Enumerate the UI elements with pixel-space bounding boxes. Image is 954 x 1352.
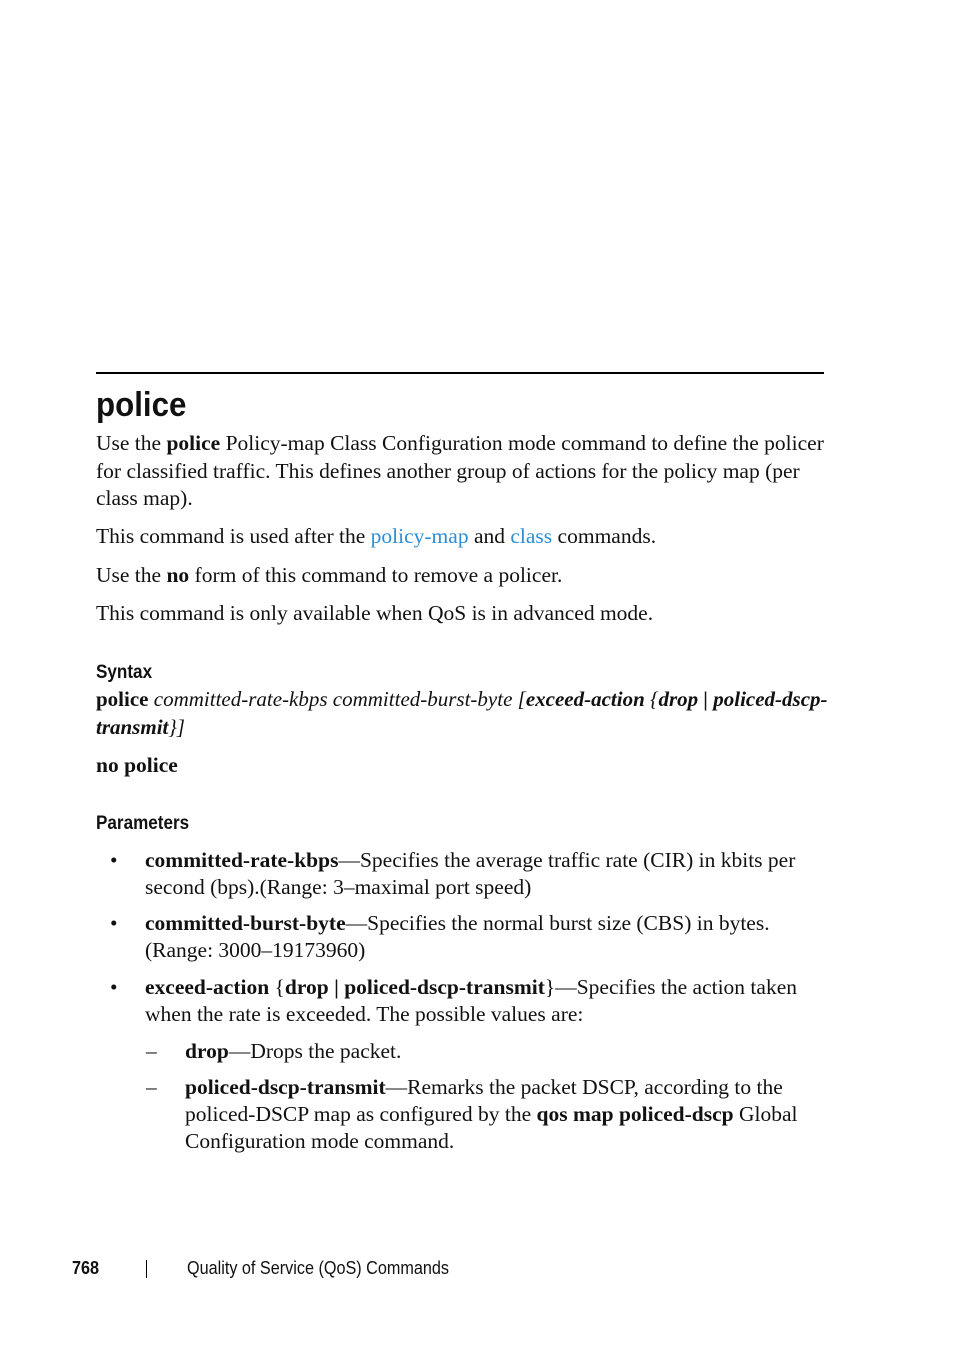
value-name: policed-dscp-transmit: [185, 1075, 386, 1099]
text: form of this command to remove a policer.: [189, 563, 563, 587]
parameter-item: [145, 910, 835, 964]
parameter-separator: |: [328, 975, 345, 999]
bullet-icon: •: [110, 848, 118, 872]
command-name: police: [96, 687, 149, 711]
value-name: drop: [185, 1039, 229, 1063]
value-description: —Drops the packet.: [228, 1039, 402, 1063]
syntax-separator: |: [698, 687, 714, 711]
no-police-command: no police: [96, 753, 178, 777]
text: This command is used after the: [96, 524, 371, 548]
intro-paragraph-4: This command is only available when QoS is in advanced mode.: [96, 601, 654, 625]
syntax-brace: }]: [168, 714, 185, 739]
parameter-option: policed-dscp-transmit: [344, 975, 545, 999]
intro-paragraph-3: [96, 562, 831, 590]
text: and: [468, 524, 511, 548]
text: Policy-map Class Configuration mode command to define the policer for classified traffic. This defines another group of actions for the policy map (per class map).: [96, 431, 824, 510]
syntax-line-2: [96, 752, 831, 780]
syntax-heading: Syntax: [96, 662, 153, 683]
parameter-option: drop: [284, 975, 329, 999]
parameter-name: exceed-action: [145, 975, 270, 999]
parameter-item: [145, 847, 835, 901]
syntax-args: committed-rate-kbps committed-burst-byte [: [153, 687, 526, 711]
parameters-heading: Parameters: [96, 813, 190, 834]
text: Use the: [96, 563, 167, 587]
bullet-icon: •: [110, 911, 118, 935]
dash-icon: –: [146, 1039, 157, 1063]
intro-paragraph-2: [96, 523, 831, 551]
parameter-subitem: [185, 1074, 835, 1155]
parameter-subitem: [185, 1038, 835, 1065]
footer-section-title: Quality of Service (QoS) Commands: [187, 1258, 449, 1278]
syntax-keyword: policed-dscp-transmit: [96, 687, 828, 739]
syntax-keyword: drop: [658, 687, 699, 711]
page-number: 768: [72, 1258, 100, 1278]
page-title: police: [96, 386, 187, 424]
syntax-keyword: exceed-action: [525, 687, 645, 711]
parameter-description: —Specifies the action taken when the rate is exceeded. The possible values are:: [145, 975, 797, 1026]
dash-icon: –: [146, 1075, 157, 1099]
keyword-no: no: [166, 563, 190, 587]
class-link[interactable]: class: [510, 524, 553, 548]
parameter-description: —Specifies the normal burst size (CBS) in bytes. (Range: 3000–19173960): [145, 911, 770, 962]
intro-paragraph-1: [96, 430, 831, 513]
text: Use the: [96, 431, 167, 455]
title-rule: [96, 372, 824, 374]
parameter-item: [145, 974, 835, 1028]
policy-map-link[interactable]: policy-map: [370, 524, 469, 548]
syntax-line-1: [96, 686, 831, 741]
value-description: Global Configuration mode command.: [185, 1102, 798, 1153]
text: }: [544, 975, 556, 999]
parameter-name: committed-rate-kbps: [145, 848, 339, 872]
value-description: —Remarks the packet DSCP, according to the policed-DSCP map as configured by the: [185, 1075, 783, 1126]
parameter-name: committed-burst-byte: [145, 911, 346, 935]
parameter-description: —Specifies the average traffic rate (CIR) in kbits per second (bps).(Range: 3–maximal port speed): [145, 848, 796, 899]
command-name: police: [166, 431, 221, 455]
text: commands.: [552, 524, 657, 548]
syntax-brace: {: [644, 687, 659, 711]
command-reference: qos map policed-dscp: [536, 1102, 734, 1126]
text: {: [269, 975, 285, 999]
footer-separator: [146, 1260, 147, 1278]
bullet-icon: •: [110, 975, 118, 999]
